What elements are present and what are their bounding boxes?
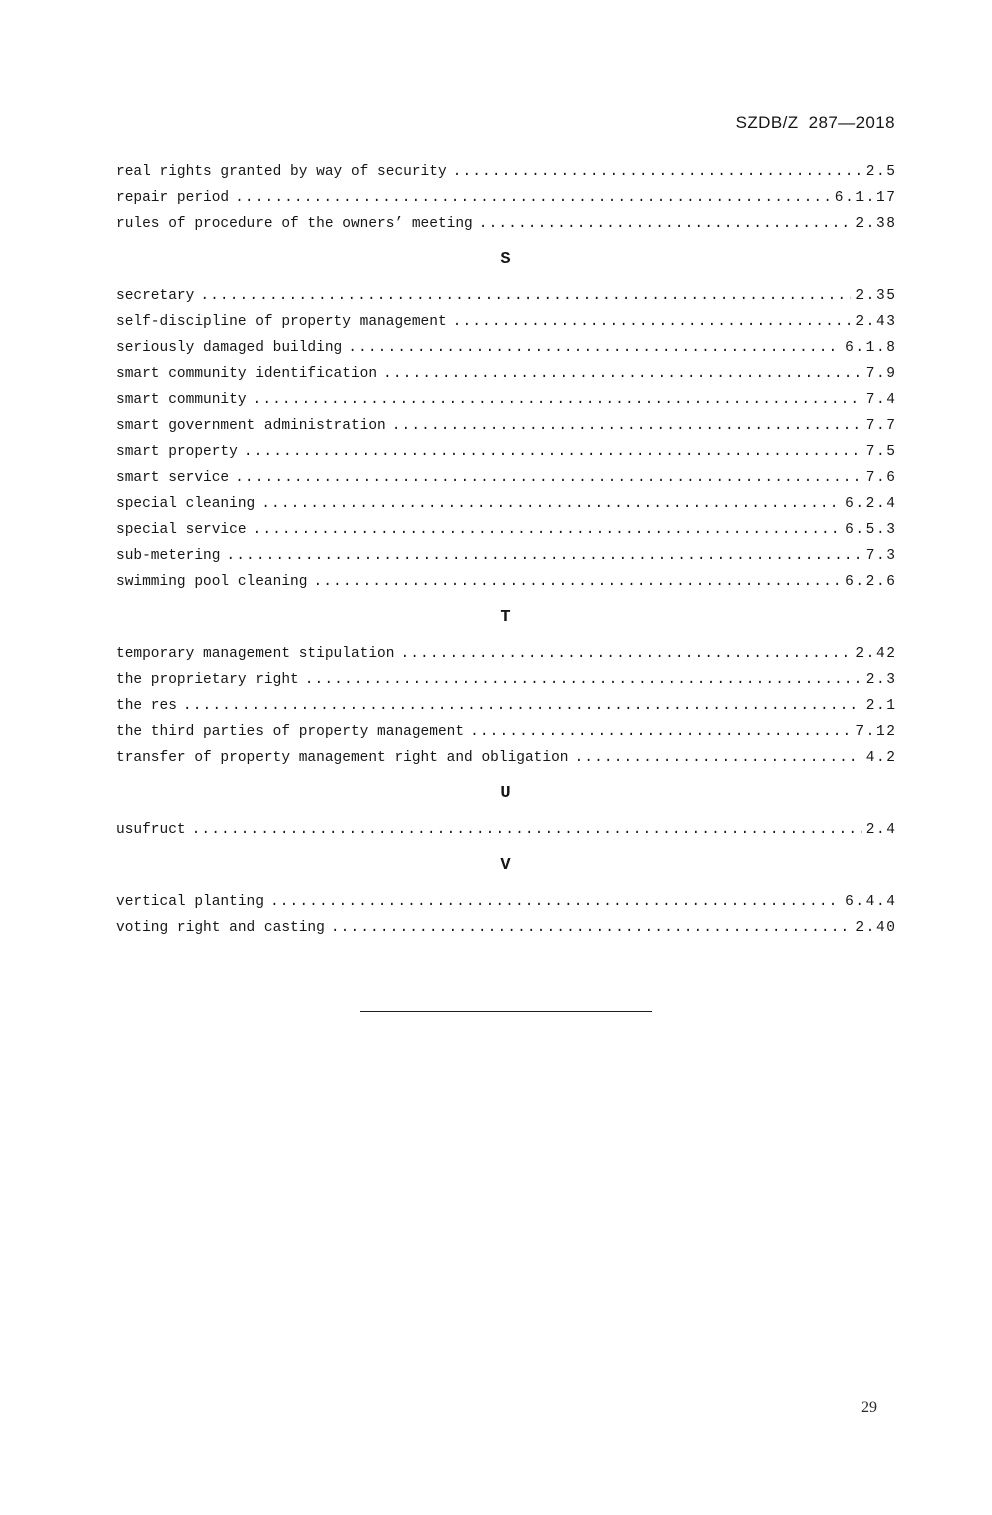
dot-leader: [392, 413, 862, 439]
index-entry: [116, 745, 895, 771]
index-entry: [116, 413, 895, 439]
index-term: seriously damaged building: [116, 340, 343, 356]
index-ref: 7.12: [855, 724, 897, 740]
index-ref: 2.38: [855, 216, 897, 232]
dot-leader: [244, 439, 862, 465]
index-entry: [116, 439, 895, 465]
index-ref: 7.6: [865, 470, 897, 486]
index-entry: [116, 309, 895, 335]
dot-leader: [348, 335, 841, 361]
index-entry: [116, 491, 895, 517]
index-ref: 6.2.6: [845, 574, 897, 590]
dot-leader: [253, 387, 862, 413]
index-entry: [116, 335, 895, 361]
document-code-header: SZDB/Z 287—2018: [735, 113, 895, 132]
index-entry: [116, 361, 895, 387]
index-entry: [116, 465, 895, 491]
document-page: [0, 112, 992, 1012]
index-term: self-discipline of property management: [116, 314, 447, 330]
index-entry: [116, 543, 895, 569]
dot-leader: [479, 211, 852, 237]
dot-leader: [226, 543, 861, 569]
dot-leader: [574, 745, 861, 771]
index-letter-heading: U: [500, 784, 511, 803]
index-term: the third parties of property management: [116, 724, 465, 740]
dot-leader: [453, 159, 862, 185]
index-ref: 7.9: [865, 366, 897, 382]
index-ref: 7.3: [865, 548, 897, 564]
index-letter-heading: T: [500, 608, 511, 627]
index-term: temporary management stipulation: [116, 646, 395, 662]
index-ref: 2.35: [855, 288, 897, 304]
index-term: smart government administration: [116, 418, 386, 434]
index-term: vertical planting: [116, 894, 264, 910]
index-term: secretary: [116, 288, 195, 304]
index-entry: [116, 517, 895, 543]
index-entry: [116, 211, 895, 237]
dot-leader: [235, 185, 831, 211]
dot-leader: [261, 491, 841, 517]
index-ref: 2.43: [855, 314, 897, 330]
index-ref: 6.1.8: [845, 340, 897, 356]
index-entry: [116, 817, 895, 843]
dot-leader: [192, 817, 862, 843]
index-letter-heading: V: [500, 856, 511, 875]
index-entry: [116, 185, 895, 211]
page-number: 29: [861, 1399, 877, 1416]
index-ref: 6.2.4: [845, 496, 897, 512]
dot-leader: [183, 693, 862, 719]
index-entry: [116, 641, 895, 667]
index-ref: 6.4.4: [845, 894, 897, 910]
index-term: transfer of property management right and obligation: [116, 750, 569, 766]
index-entry: [116, 569, 895, 595]
dot-leader: [235, 465, 862, 491]
index-term: real rights granted by way of security: [116, 164, 447, 180]
index-ref: 7.7: [865, 418, 897, 434]
index-term: smart community: [116, 392, 247, 408]
index-term: swimming pool cleaning: [116, 574, 308, 590]
index-ref: 4.2: [865, 750, 897, 766]
index-entry: [116, 283, 895, 309]
index-entry: [116, 387, 895, 413]
index-term: the res: [116, 698, 177, 714]
index-term: voting right and casting: [116, 920, 325, 936]
index-ref: 6.5.3: [845, 522, 897, 538]
dot-leader: [305, 667, 862, 693]
index-term: sub-metering: [116, 548, 221, 564]
index-ref: 6.1.17: [834, 190, 897, 206]
index-ref: 2.4: [865, 822, 897, 838]
index-list: [116, 159, 895, 941]
index-term: smart community identification: [116, 366, 378, 382]
dot-leader: [400, 641, 851, 667]
index-ref: 7.4: [865, 392, 897, 408]
index-entry: [116, 667, 895, 693]
dot-leader: [313, 569, 841, 595]
index-ref: 2.3: [865, 672, 897, 688]
index-term: rules of procedure of the owners’ meeting: [116, 216, 473, 232]
index-term: smart service: [116, 470, 230, 486]
dot-leader: [331, 915, 852, 941]
index-term: the proprietary right: [116, 672, 299, 688]
index-term: special cleaning: [116, 496, 256, 512]
index-ref: 2.1: [865, 698, 897, 714]
index-ref: 2.40: [855, 920, 897, 936]
dot-leader: [470, 719, 851, 745]
index-entry: [116, 719, 895, 745]
dot-leader: [253, 517, 842, 543]
dot-leader: [383, 361, 862, 387]
index-entry: [116, 915, 895, 941]
dot-leader: [200, 283, 851, 309]
index-term: smart property: [116, 444, 238, 460]
index-term: usufruct: [116, 822, 186, 838]
index-term: special service: [116, 522, 247, 538]
index-entry: [116, 159, 895, 185]
end-of-document-rule: [360, 1011, 652, 1012]
dot-leader: [270, 889, 841, 915]
index-entry: [116, 889, 895, 915]
index-letter-heading: S: [500, 250, 511, 269]
index-entry: [116, 693, 895, 719]
index-ref: 7.5: [865, 444, 897, 460]
index-ref: 2.5: [865, 164, 897, 180]
dot-leader: [453, 309, 852, 335]
index-term: repair period: [116, 190, 230, 206]
index-ref: 2.42: [855, 646, 897, 662]
